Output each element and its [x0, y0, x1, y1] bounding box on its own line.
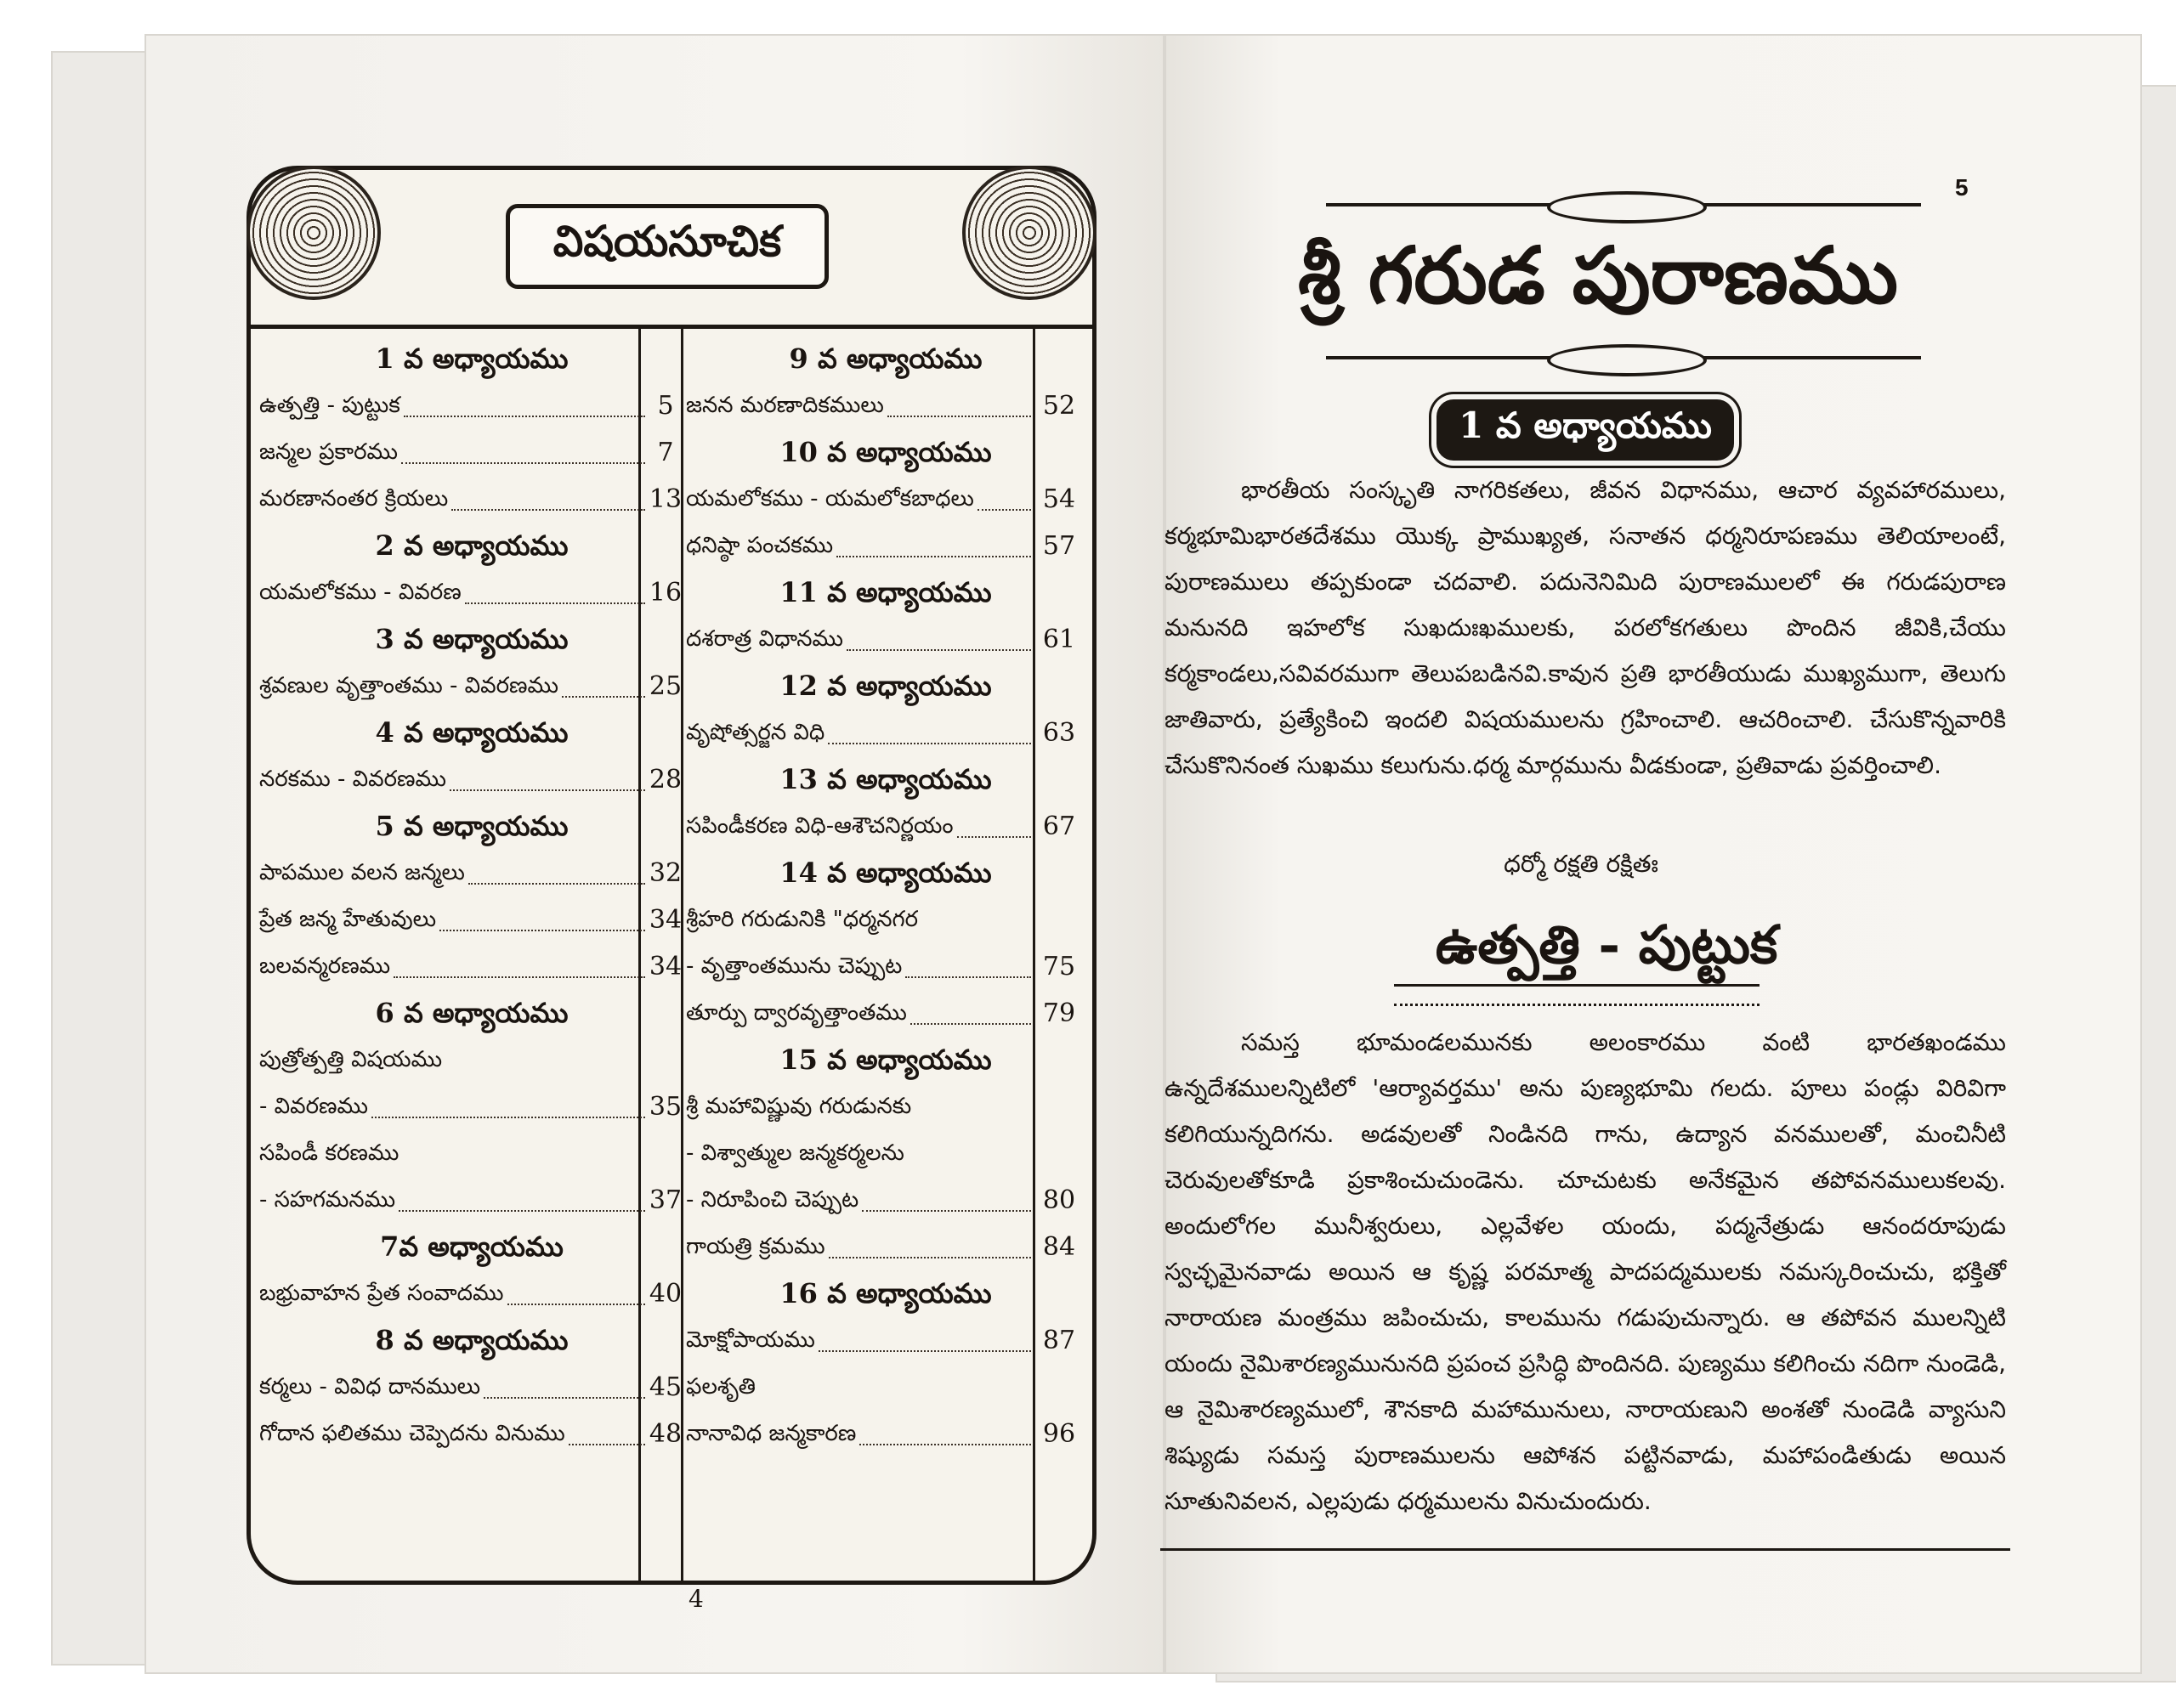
toc-entry [686, 803, 1085, 850]
dot-leader [859, 1444, 1031, 1445]
toc-entry-label: దశరాత్ర విధానము [686, 626, 843, 652]
toc-entry [259, 663, 684, 710]
toc-entry [686, 1083, 1085, 1130]
toc-entry [259, 1411, 684, 1457]
toc-entry-page: 16 [649, 578, 683, 608]
toc-entry-label: శ్రవణుల వృత్తాంతము - వివరణము [259, 673, 559, 698]
dot-leader [910, 1023, 1031, 1025]
toc-entry [259, 896, 684, 943]
rosette-ornament-icon [246, 166, 381, 300]
toc-entry [686, 523, 1085, 569]
toc-chapter-heading: 4 వ అధ్యాయము [375, 716, 569, 749]
table-of-contents [246, 166, 1096, 1585]
page-number-right: 5 [1955, 174, 1969, 201]
dot-leader [887, 416, 1031, 417]
toc-entry-label: పాపముల వలన జన్మలు [259, 860, 465, 885]
toc-entry [259, 429, 684, 476]
page-number-left: 4 [688, 1585, 704, 1613]
toc-entry-label: నానావిధ జన్మకారణ [686, 1421, 857, 1446]
toc-chapter-heading: 8 వ అధ్యాయము [375, 1324, 569, 1356]
toc-entry [686, 990, 1085, 1037]
toc-entry [686, 1177, 1085, 1224]
toc-entry-label: మోక్షోపాయము [686, 1327, 815, 1353]
dot-leader [829, 1257, 1031, 1258]
dot-leader [468, 883, 645, 885]
toc-entry-page: 67 [1042, 812, 1076, 841]
toc-entry [259, 1364, 684, 1411]
toc-entry-page: 25 [649, 671, 683, 701]
toc-column-left [259, 336, 684, 1457]
dot-leader [905, 976, 1031, 978]
toc-entry [259, 1177, 684, 1224]
dot-leader [394, 976, 645, 978]
toc-entry-page: 5 [657, 391, 674, 421]
motto: ధర్మో రక్షతి రక్షితః [1504, 850, 1658, 878]
toc-entry-label: - సహగమనము [259, 1187, 396, 1213]
toc-chapter-heading: 6 వ అధ్యాయము [375, 997, 569, 1029]
rosette-ornament-icon [962, 166, 1096, 300]
toc-entry-label: గాయత్రి క్రమము [686, 1234, 825, 1259]
toc-entry [259, 943, 684, 990]
toc-chapter-heading: 13 వ అధ్యాయము [779, 763, 992, 795]
toc-entry-label: కర్మలు - వివిధ దానములు [259, 1374, 481, 1400]
toc-entry-page: 48 [649, 1419, 683, 1449]
dot-leader [862, 1210, 1031, 1212]
ornament-bottom-icon [1326, 344, 1921, 370]
toc-entry-label: సపిండీకరణ విధి-ఆశౌచనిర్ణయం [686, 813, 954, 839]
dot-leader [978, 509, 1031, 511]
toc-entry-label: ఫలశృతి [686, 1374, 756, 1400]
toc-entry [686, 1411, 1085, 1457]
toc-entry [686, 476, 1085, 523]
toc-chapter-heading: 5 వ అధ్యాయము [375, 810, 569, 842]
toc-entry [259, 382, 684, 429]
toc-entry [686, 616, 1085, 663]
toc-entry-label: బభ్రువాహన ప్రేత సంవాదము [259, 1281, 504, 1306]
toc-entry [259, 1083, 684, 1130]
toc-entry-label: జన్మల ప్రకారము [259, 439, 399, 465]
toc-entry-page: 52 [1042, 391, 1076, 421]
dot-leader [404, 416, 645, 417]
toc-chapter-heading: 7వ అధ్యాయము [380, 1230, 564, 1263]
toc-entry [259, 569, 684, 616]
dot-leader [484, 1397, 645, 1399]
section-paragraph [1164, 1020, 2006, 1524]
toc-chapter-heading: 14 వ అధ్యాయము [779, 857, 992, 889]
toc-entry-label: యమలోకము - వివరణ [259, 580, 462, 605]
toc-chapter-heading: 3 వ అధ్యాయము [375, 623, 569, 655]
toc-entry-page: 80 [1042, 1185, 1076, 1215]
toc-chapter-heading: 10 వ అధ్యాయము [779, 436, 992, 468]
toc-entry [686, 1317, 1085, 1364]
toc-entry [686, 382, 1085, 429]
toc-entry-label: పుత్రోత్పత్తి విషయము [259, 1047, 443, 1072]
toc-entry [259, 476, 684, 523]
toc-chapter-heading: 2 వ అధ్యాయము [375, 529, 569, 562]
divider [251, 325, 1092, 329]
toc-column-right [686, 336, 1085, 1457]
toc-chapter-heading: 15 వ అధ్యాయము [779, 1043, 992, 1076]
toc-entry-label: ఉత్పత్తి - పుట్టుక [259, 393, 400, 418]
toc-entry-page: 45 [649, 1372, 683, 1402]
toc-entry-page: 63 [1042, 718, 1076, 748]
dot-leader [507, 1304, 645, 1305]
toc-entry-page: 35 [649, 1092, 683, 1122]
toc-entry-label: గోదాన ఫలితము చెప్పెదను వినుము [259, 1421, 565, 1446]
divider [1160, 1548, 2010, 1551]
toc-entry [686, 1224, 1085, 1270]
toc-entry [259, 756, 684, 803]
toc-chapter-heading: 9 వ అధ్యాయము [789, 342, 983, 375]
toc-entry [686, 1364, 1085, 1411]
toc-entry-page: 96 [1042, 1419, 1076, 1449]
toc-entry-label: ప్రేత జన్మ హేతువులు [259, 907, 437, 932]
ornament-top-icon [1326, 191, 1921, 217]
toc-entry-label: - విశ్వాత్ముల జన్మకర్మలను [686, 1140, 904, 1166]
toc-entry-label: బలవన్మరణము [259, 953, 391, 979]
toc-entry-label: సపిండీ కరణము [259, 1140, 400, 1166]
dot-leader [451, 509, 645, 511]
toc-entry-label: ధనిష్ఠా పంచకము [686, 533, 834, 558]
paragraph-text: సమస్త భూమండలమునకు అలంకారము వంటి భారతఖండము ఉన్నదేశములన్నిటిలో 'ఆర్యావర్తము' అను పుణ్యభూమి గలదు. పూలు పండ్లు విరివిగా కలిగియున్నదిగను. అడవులతో నిండినది గాను, ఉద్యాన వనములతో, మంచినీటి చెరువులతోకూడి ప్రకాశించుచుండెను. చూచుటకు అనేకమైన తపోవనములుకలవు. అందులోగల మునీశ్వరులు, ఎల్లవేళల యందు, పద్మనేత్రుడు ఆనందరూపుడు స్వచ్ఛమైనవాడు అయిన ఆ కృష్ణ పరమాత్మ పాదపద్మములకు నమస్కరించుచు, భక్తితో నారాయణ మంత్రము జపించుచు, కాలమును గడుపుచున్నారు. ఆ తపోవన ములన్నిటి యందు నైమిశారణ్యమునునది ప్రపంచ ప్రసిద్ధి పొందినది. పుణ్యము కలిగించు నదిగా నుండెడి, ఆ నైమిశారణ్యములో, శౌనకాది మహామునులు, నారాయణుని అంశతో నుండెడి వ్యాసుని శిష్యుడు సమస్త పురాణములను ఆపోశన పట్టినవాడు, మహాపండితుడు అయిన సూతునివలన, ఎల్లపుడు ధర్మములను వినుచుందురు. [1164, 1028, 2006, 1515]
toc-entry-page: 57 [1042, 531, 1076, 561]
toc-entry-page: 87 [1042, 1326, 1076, 1355]
toc-entry [259, 850, 684, 896]
dot-leader [847, 649, 1031, 651]
toc-entry [259, 1130, 684, 1177]
toc-entry [259, 1037, 684, 1083]
toc-entry-label: నరకము - వివరణము [259, 766, 447, 792]
toc-chapter-heading: 12 వ అధ్యాయము [779, 670, 992, 702]
toc-entry-label: శ్రీహరి గరుడునికి "ధర్మనగర [686, 907, 919, 932]
dot-leader [439, 930, 645, 931]
page-title: శ్రీ గరుడ పురాణము [1298, 229, 1898, 321]
chapter-badge: 1 వ అధ్యాయము [1436, 399, 1734, 461]
toc-entry-label: - నిరూపించి చెప్పుట [686, 1187, 859, 1213]
toc-entry-label: జనన మరణాదికములు [686, 393, 884, 418]
toc-chapter-heading: 11 వ అధ్యాయము [779, 576, 992, 608]
toc-entry-page: 28 [649, 765, 683, 795]
toc-entry [686, 1130, 1085, 1177]
toc-entry-page: 79 [1042, 998, 1076, 1028]
dot-leader [569, 1444, 645, 1445]
toc-entry-page: 54 [1042, 484, 1076, 514]
toc-entry-page: 32 [649, 858, 683, 888]
toc-entry-page: 37 [649, 1185, 683, 1215]
dot-leader [819, 1350, 1031, 1352]
toc-entry [686, 896, 1085, 943]
toc-entry-page: 34 [649, 905, 683, 935]
toc-entry [686, 710, 1085, 756]
toc-entry-label: - వృత్తాంతమును చెప్పుట [686, 953, 903, 979]
toc-entry-page: 61 [1042, 625, 1076, 654]
toc-entry [259, 1270, 684, 1317]
toc-entry-label: శ్రీ మహావిష్ణువు గరుడునకు [686, 1094, 912, 1119]
intro-paragraph [1164, 467, 2006, 789]
dot-leader [562, 696, 645, 698]
dot-leader [399, 1210, 645, 1212]
toc-entry [686, 943, 1085, 990]
dot-leader [828, 743, 1031, 744]
toc-entry-page: 34 [649, 952, 683, 981]
dot-leader [401, 462, 645, 464]
toc-entry-label: - వివరణము [259, 1094, 369, 1119]
toc-title: విషయసూచిక [506, 204, 829, 289]
toc-chapter-heading: 16 వ అధ్యాయము [779, 1277, 992, 1309]
dot-leader [836, 556, 1031, 557]
toc-chapter-heading: 1 వ అధ్యాయము [375, 342, 569, 375]
toc-entry-label: యమలోకము - యమలోకబాధలు [686, 486, 974, 512]
toc-entry-page: 75 [1042, 952, 1076, 981]
subtitle-ornament-icon [1394, 984, 1760, 1006]
toc-entry-page: 13 [649, 484, 683, 514]
toc-entry-label: తూర్పు ద్వారవృత్తాంతము [686, 1000, 907, 1026]
paragraph-text: భారతీయ సంస్కృతి నాగరికతలు, జీవన విధానము, ఆచార వ్యవహారములు, కర్మభూమిభారతదేశము యొక్క ప్రాముఖ్యత, సనాతన ధర్మనిరూపణము తెలియాలంటే, పురాణములు తప్పకుండా చదవాలి. పదునెనిమిది పురాణములలో ఈ గరుడపురాణ మనునది ఇహలోక సుఖదుఃఖములకు, పరలోకగతులు పొందిన జీవికి,చేయు కర్మకాండలు,సవివరముగా తెలుపబడినవి.కావున ప్రతి భారతీయుడు ముఖ్యముగా, తెలుగు జాతివారు, ప్రత్యేకించి ఇందలి విషయములను గ్రహించాలి. ఆచరించాలి. చేసుకొన్నవారికి చేసుకొనినంత సుఖము కలుగును.ధర్మ మార్గమును వీడకుండా, ప్రతివాడు ప్రవర్తించాలి. [1164, 476, 2006, 779]
toc-entry-label: మరణానంతర క్రియలు [259, 486, 449, 512]
dot-leader [465, 602, 645, 604]
toc-entry-page: 7 [657, 438, 674, 467]
dot-leader [450, 789, 645, 791]
toc-entry-label: వృషోత్సర్జన విధి [686, 720, 825, 745]
toc-entry-page: 84 [1042, 1232, 1076, 1262]
dot-leader [957, 836, 1031, 838]
section-subtitle: ఉత్పత్తి - పుట్టుక [1435, 913, 1778, 976]
toc-entry-page: 40 [649, 1279, 683, 1309]
dot-leader [371, 1117, 645, 1118]
